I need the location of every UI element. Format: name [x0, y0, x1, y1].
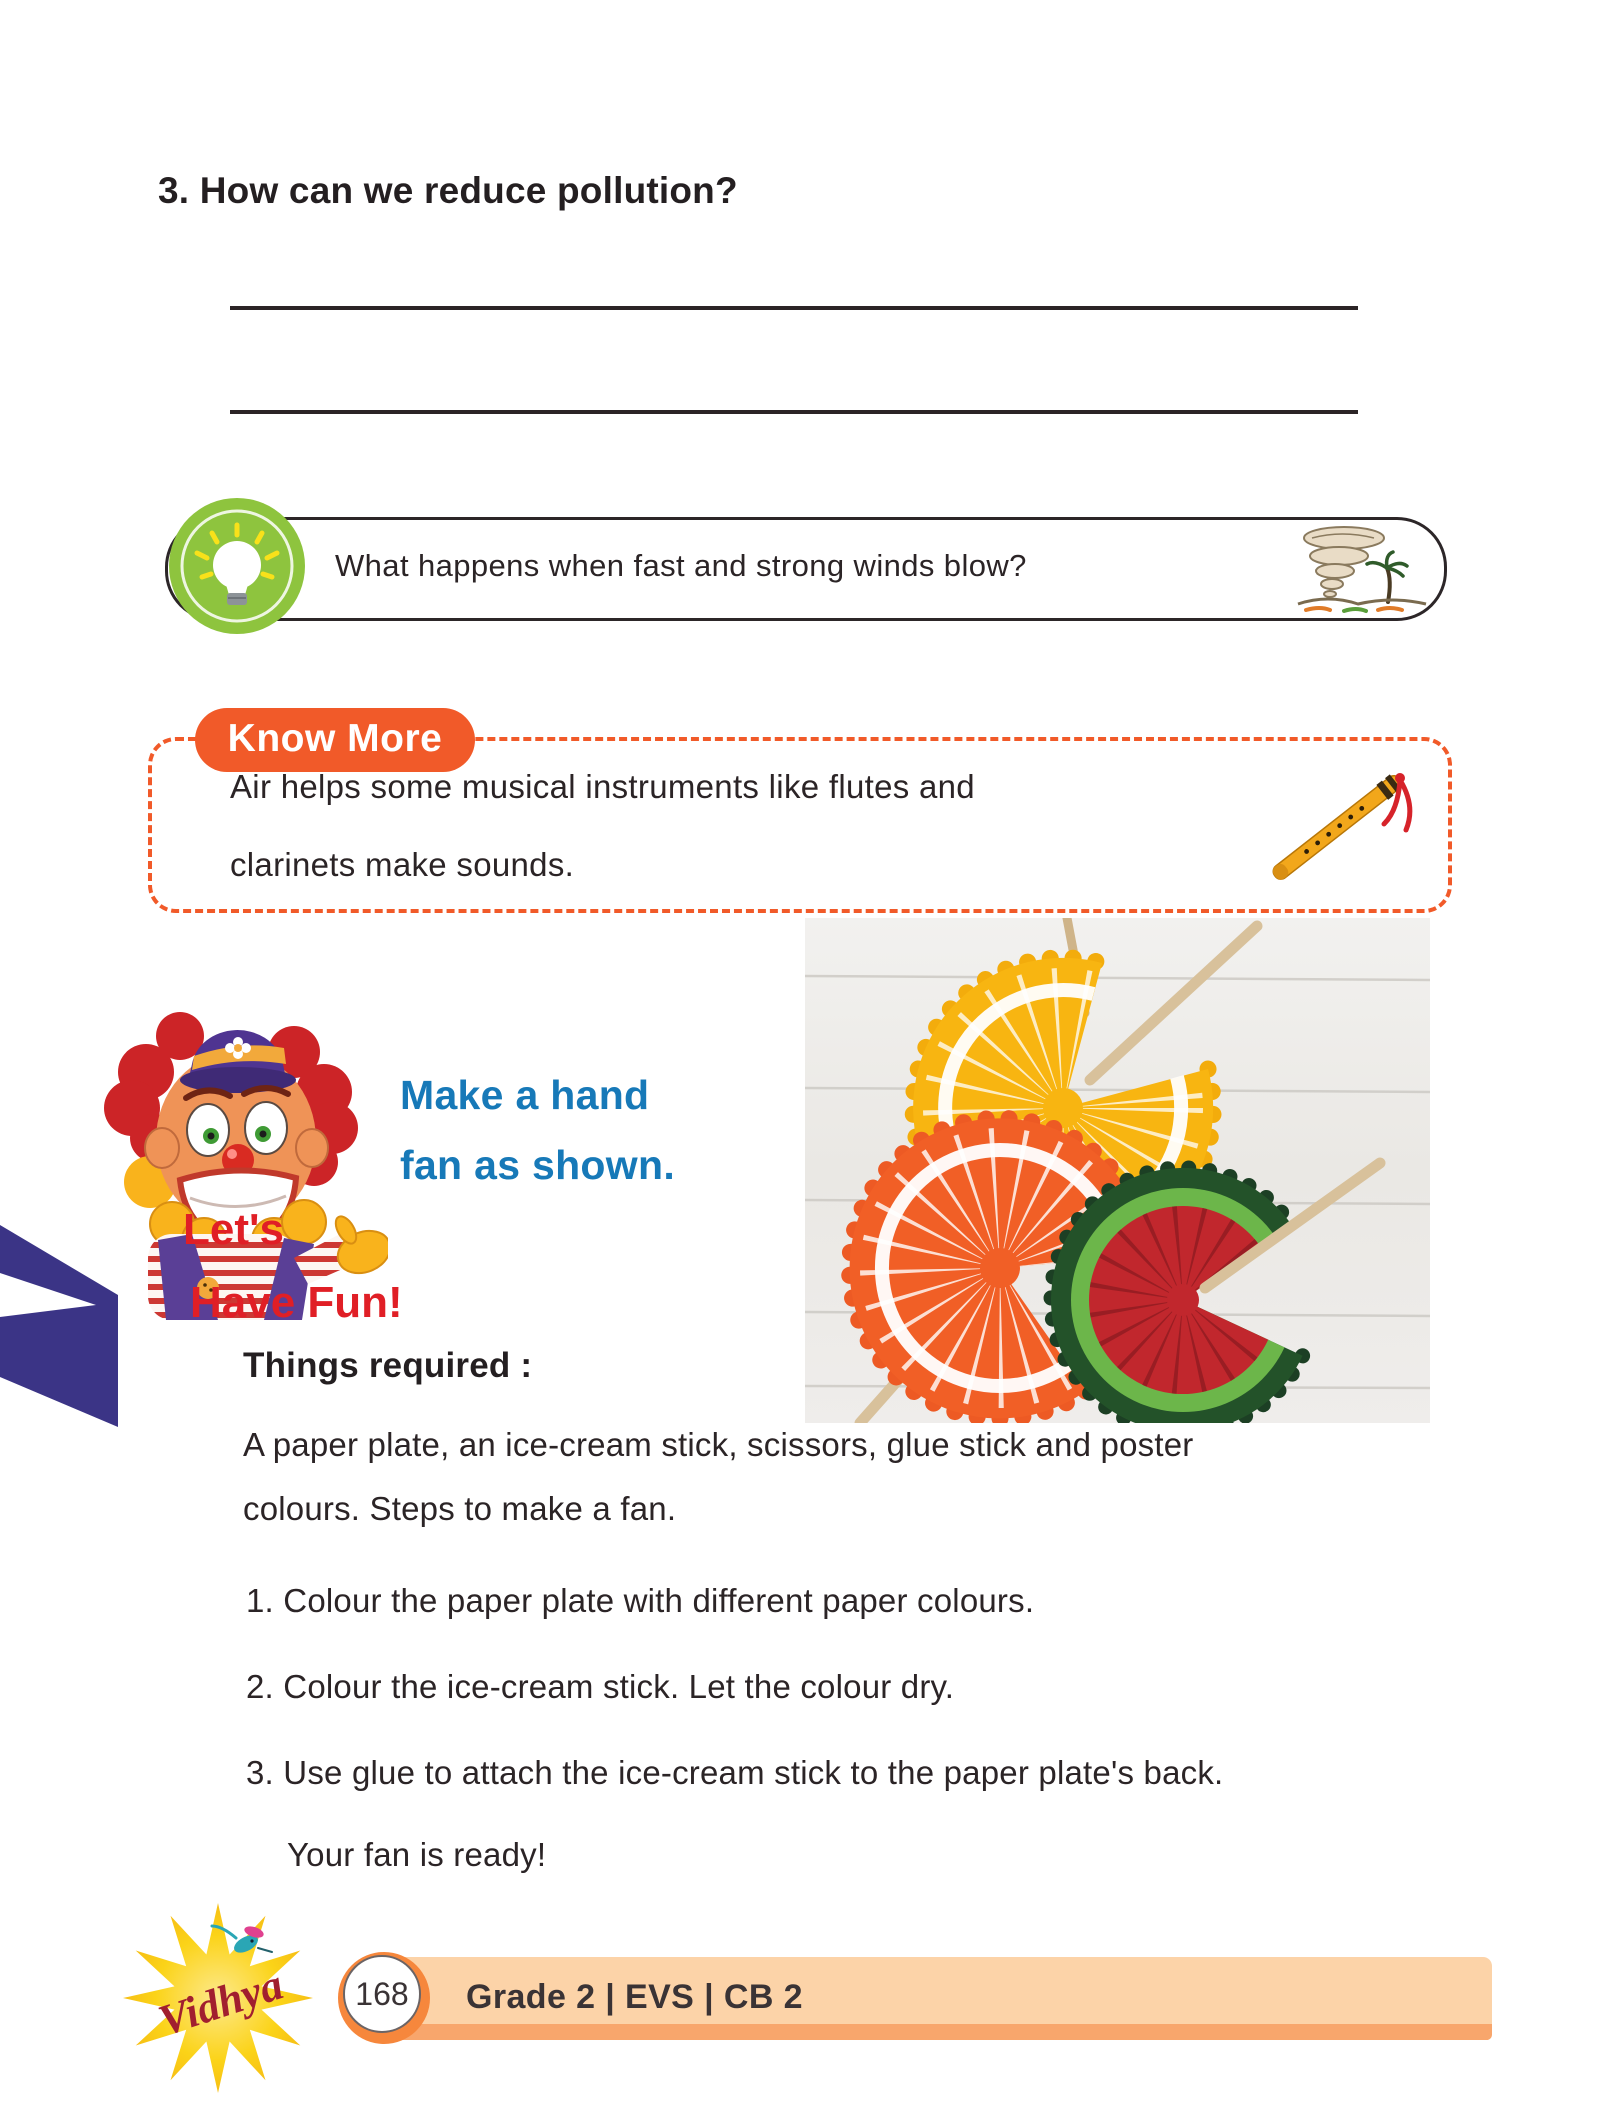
activity-instruction-line1: Make a hand: [400, 1072, 650, 1118]
lets-have-fun-line1: Let's: [183, 1205, 284, 1254]
page-number-badge: [338, 1952, 430, 2044]
answer-line-1: [230, 306, 1358, 310]
things-required-label: Things required :: [243, 1346, 533, 1385]
svg-text:Vidhya: Vidhya: [152, 1959, 289, 2046]
hand-fan-photo: [805, 918, 1430, 1423]
closing-line: Your fan is ready!: [287, 1836, 547, 1873]
step-3: 3. Use glue to attach the ice-cream stick to the paper plate's back.: [246, 1754, 1224, 1791]
clown-illustration: [88, 972, 388, 1320]
step-1: 1. Colour the paper plate with different paper colours.: [246, 1582, 1035, 1619]
materials-line1: A paper plate, an ice-cream stick, scissors, glue stick and poster: [243, 1426, 1194, 1463]
know-more-tag: Know More: [195, 708, 475, 772]
lightbulb-icon: [166, 495, 308, 637]
page-number: 168: [343, 1955, 421, 2033]
footer-caption: Grade 2 | EVS | CB 2: [466, 1978, 803, 2016]
answer-line-2: [230, 410, 1358, 414]
know-more-text-line2: clarinets make sounds.: [230, 846, 575, 883]
publisher-logo: [108, 1898, 328, 2098]
tornado-illustration: [1292, 524, 1432, 616]
activity-instruction-line2: fan as shown.: [400, 1142, 676, 1188]
materials-line2: colours. Steps to make a fan.: [243, 1490, 677, 1527]
think-question-text: What happens when fast and strong winds blow?: [335, 548, 1027, 583]
lets-have-fun-line2: Have Fun!: [190, 1278, 403, 1327]
question-3: 3. How can we reduce pollution?: [158, 170, 738, 211]
know-more-text-line1: Air helps some musical instruments like flutes and: [230, 768, 975, 805]
step-2: 2. Colour the ice-cream stick. Let the colour dry.: [246, 1668, 955, 1705]
flute-illustration: [1240, 748, 1440, 903]
paper-fans-art: [805, 918, 1430, 1423]
